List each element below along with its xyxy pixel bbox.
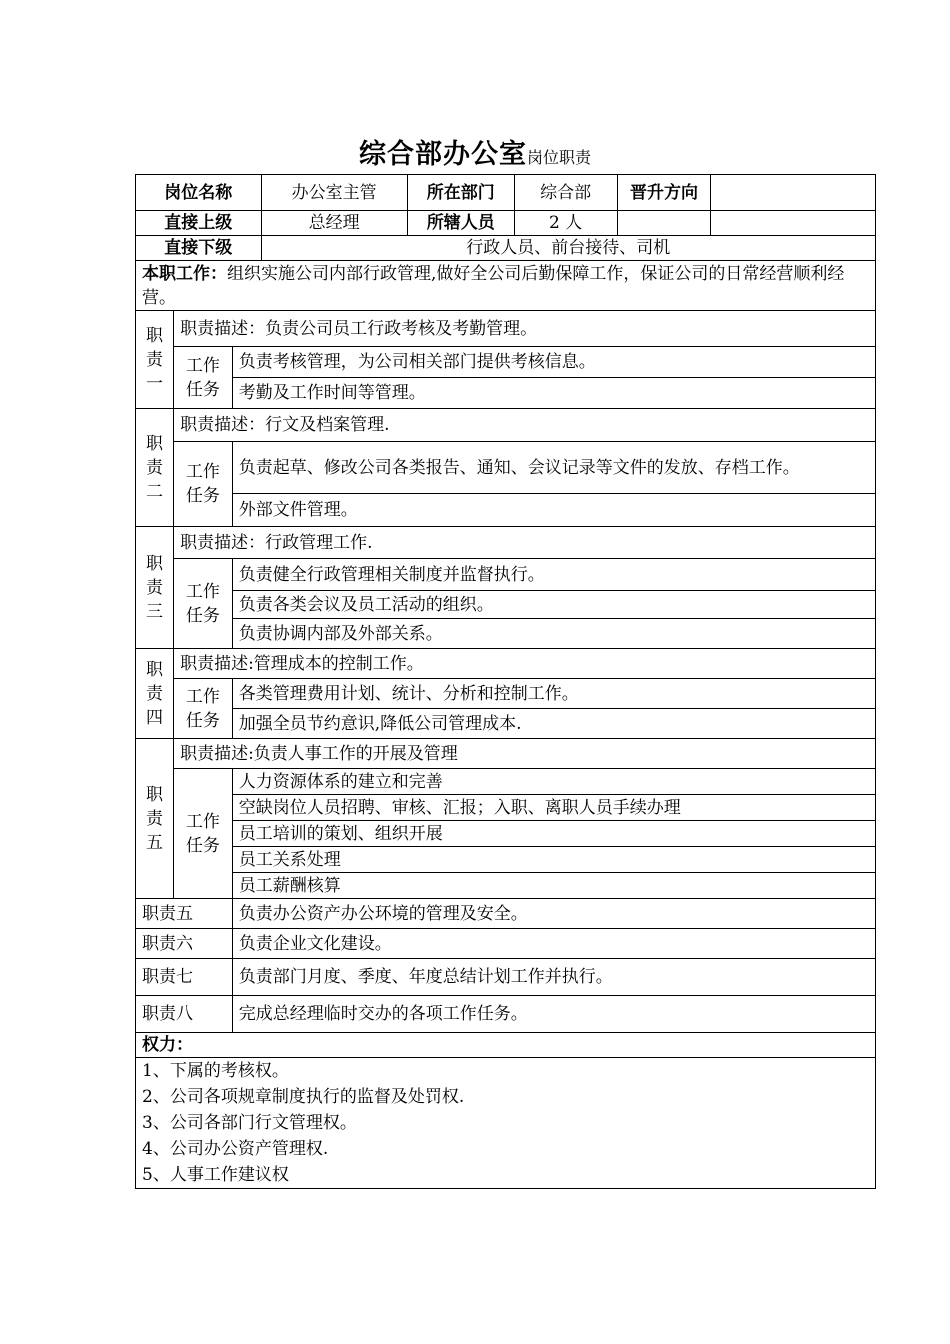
dept-label: 所在部门 [407, 175, 514, 211]
simple-duty-1-label: 职责五 [136, 899, 233, 929]
duty-1-task-1: 负责考核管理，为公司相关部门提供考核信息。 [232, 347, 875, 378]
power-item: 1、下属的考核权。 [142, 1061, 289, 1081]
duty-5-label: 职 责 五 [136, 739, 174, 899]
dept-value: 综合部 [514, 175, 617, 211]
duty-5-task-1: 人力资源体系的建立和完善 [232, 769, 875, 795]
superior-value: 总经理 [261, 211, 407, 236]
duty-2-desc: 职责描述：行文及档案管理. [174, 409, 876, 442]
simple-duty-4-label: 职责八 [136, 996, 233, 1033]
powers-list [136, 1058, 876, 1189]
duty-3-work-label: 工作 任务 [174, 559, 233, 649]
duty-5-work-label: 工作 任务 [174, 769, 233, 899]
duty-5-task-5: 员工薪酬核算 [232, 873, 875, 899]
simple-duty-2-text: 负责企业文化建设。 [232, 929, 875, 959]
duty-2-task-2: 外部文件管理。 [232, 494, 875, 527]
powers-label: 权力： [136, 1033, 876, 1058]
duty-1-task-2: 考勤及工作时间等管理。 [232, 378, 875, 409]
simple-duty-2-label: 职责六 [136, 929, 233, 959]
main-work-text: 组织实施公司内部行政管理,做好全公司后勤保障工作，保证公司的日常经营顺利经营。 [142, 263, 845, 308]
duty-4-work-label: 工作 任务 [174, 679, 233, 739]
power-item: 5、人事工作建议权 [142, 1165, 289, 1185]
duty-table [135, 174, 876, 1189]
subordinate-label: 直接下级 [136, 236, 262, 261]
duty-3-task-1: 负责健全行政管理相关制度并监督执行。 [232, 559, 875, 591]
simple-duty-3-label: 职责七 [136, 959, 233, 996]
duty-4-task-1: 各类管理费用计划、统计、分析和控制工作。 [232, 679, 875, 709]
duty-5-task-2: 空缺岗位人员招聘、审核、汇报；入职、离职人员手续办理 [232, 795, 875, 821]
main-work [136, 261, 876, 311]
position-label: 岗位名称 [136, 175, 262, 211]
duty-5-task-3: 员工培训的策划、组织开展 [232, 821, 875, 847]
duty-3-task-2: 负责各类会议及员工活动的组织。 [232, 591, 875, 619]
duty-1-desc: 职责描述：负责公司员工行政考核及考勤管理。 [174, 311, 876, 347]
staff-label: 所辖人员 [407, 211, 514, 236]
duty-2-work-label: 工作 任务 [174, 442, 233, 527]
empty-cell [711, 211, 876, 236]
duty-4-task-2: 加强全员节约意识,降低公司管理成本. [232, 709, 875, 739]
document-title [0, 132, 950, 171]
title-main: 综合部办公室 [358, 139, 527, 170]
power-item: 2、公司各项规章制度执行的监督及处罚权. [142, 1087, 465, 1107]
duty-2-label: 职 责 二 [136, 409, 174, 527]
duty-1-label: 职 责 一 [136, 311, 174, 409]
position-value: 办公室主管 [261, 175, 407, 211]
duty-2-task-1: 负责起草、修改公司各类报告、通知、会议记录等文件的发放、存档工作。 [232, 442, 875, 494]
promotion-label: 晋升方向 [617, 175, 711, 211]
duty-4-desc: 职责描述:管理成本的控制工作。 [174, 649, 876, 679]
duty-4-label: 职 责 四 [136, 649, 174, 739]
main-work-label: 本职工作： [142, 263, 227, 284]
staff-value: 2 人 [514, 211, 617, 236]
empty-cell [617, 211, 711, 236]
duty-3-task-3: 负责协调内部及外部关系。 [232, 619, 875, 649]
power-item: 3、公司各部门行文管理权。 [142, 1113, 357, 1133]
promotion-value [711, 175, 876, 211]
duty-5-desc: 职责描述:负责人事工作的开展及管理 [174, 739, 876, 769]
title-sub: 岗位职责 [526, 148, 591, 167]
duty-5-task-4: 员工关系处理 [232, 847, 875, 873]
simple-duty-1-text: 负责办公资产办公环境的管理及安全。 [232, 899, 875, 929]
duty-3-desc: 职责描述：行政管理工作. [174, 527, 876, 559]
power-item: 4、公司办公资产管理权. [142, 1139, 329, 1159]
superior-label: 直接上级 [136, 211, 262, 236]
duty-3-label: 职 责 三 [136, 527, 174, 649]
simple-duty-4-text: 完成总经理临时交办的各项工作任务。 [232, 996, 875, 1033]
duty-1-work-label: 工作 任务 [174, 347, 233, 409]
simple-duty-3-text: 负责部门月度、季度、年度总结计划工作并执行。 [232, 959, 875, 996]
subordinate-value: 行政人员、前台接待、司机 [261, 236, 875, 261]
